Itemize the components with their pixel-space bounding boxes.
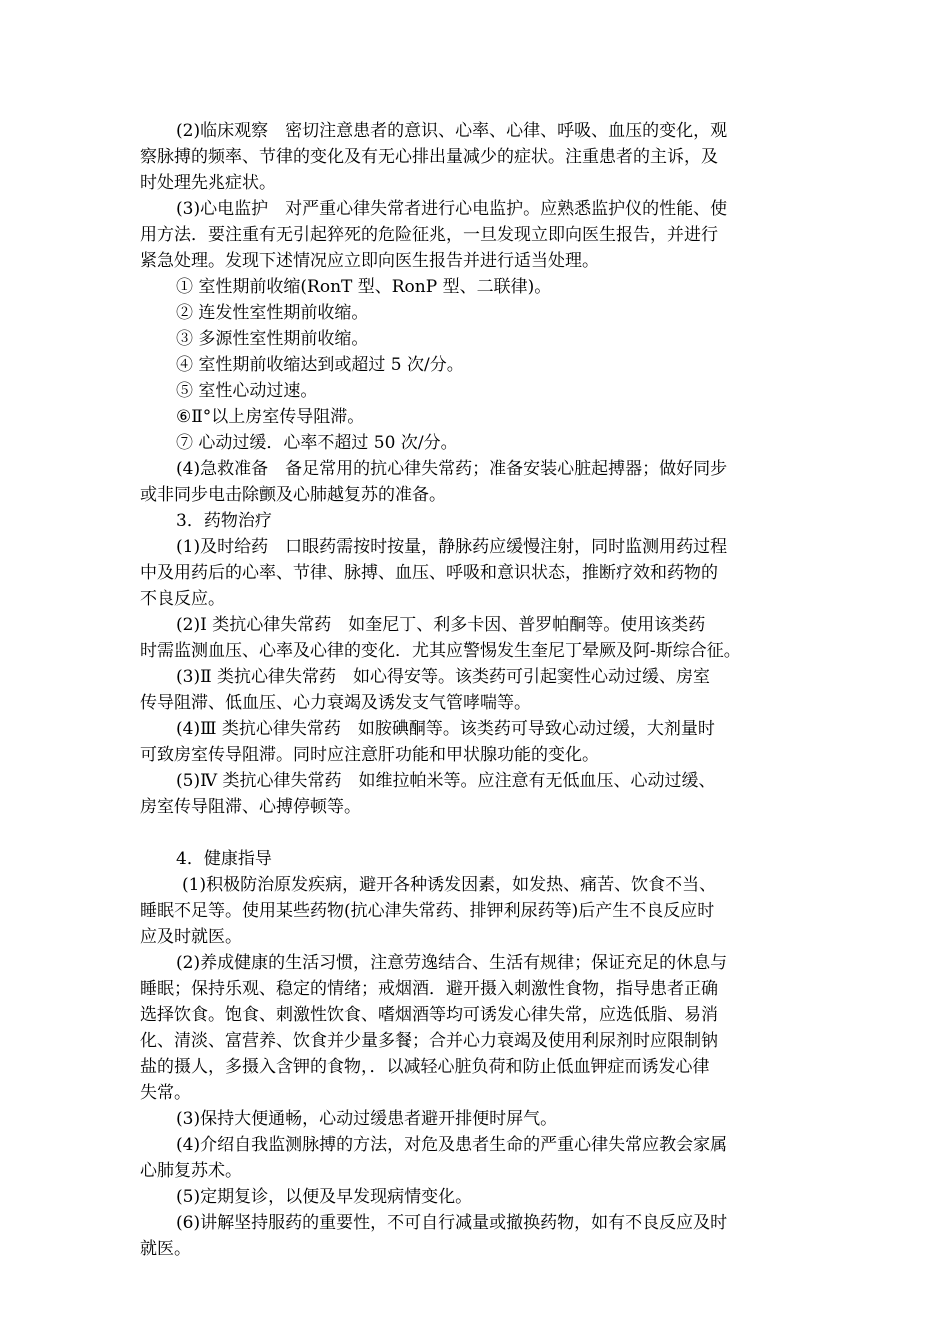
paragraph (140, 456, 812, 508)
text-line: 紧急处理。发现下述情况应立即向医生报告并进行适当处理。 (140, 251, 599, 271)
paragraph (140, 1106, 812, 1132)
paragraph (140, 378, 812, 404)
text-line: ⑦ 心动过缓．心率不超过 50 次/分。 (176, 433, 458, 453)
text-line: (3)心电监护 对严重心律失常者进行心电监护。应熟悉监护仪的性能、使 (176, 199, 728, 219)
text-line: 时处理先兆症状。 (140, 173, 276, 193)
paragraph (140, 430, 812, 456)
text-line: 或非同步电击除颤及心肺越复苏的准备。 (140, 485, 446, 505)
paragraph (140, 508, 812, 534)
text-line: 察脉搏的频率、节律的变化及有无心排出量减少的症状。注重患者的主诉，及 (140, 147, 718, 167)
text-line: 睡眠不足等。使用某些药物(抗心津失常药、排钾利尿药等)后产生不良反应时 (140, 901, 715, 921)
paragraph (140, 118, 812, 196)
paragraph (140, 1210, 812, 1262)
text-line: (5)定期复诊，以便及早发现病情变化。 (176, 1187, 473, 1207)
paragraph (140, 872, 812, 950)
paragraph (140, 274, 812, 300)
paragraph (140, 664, 812, 716)
text-line: (6)讲解坚持服药的重要性，不可自行减量或撤换药物，如有不良反应及时 (176, 1213, 728, 1233)
text-line: ② 连发性室性期前收缩。 (176, 303, 369, 323)
text-line: (4)介绍自我监测脉搏的方法，对危及患者生命的严重心律失常应教会家属 (176, 1135, 728, 1155)
section-gap (140, 820, 812, 846)
paragraph (140, 404, 812, 430)
text-line: (1)及时给药 口眼药需按时按量，静脉药应缓慢注射，同时监测用药过程 (176, 537, 728, 557)
paragraph (140, 846, 812, 872)
text-line: 不良反应。 (140, 589, 225, 609)
text-line: ① 室性期前收缩(RonT 型、RonP 型、二联律)。 (176, 277, 552, 297)
text-line: 化、清淡、富营养、饮食并少量多餐；合并心力衰竭及使用利尿剂时应限制钠 (140, 1031, 718, 1051)
paragraph (140, 768, 812, 820)
text-line: ③ 多源性室性期前收缩。 (176, 329, 369, 349)
paragraph (140, 1184, 812, 1210)
text-line: 心肺复苏术。 (140, 1161, 242, 1181)
text-line: (2)Ⅰ 类抗心律失常药 如奎尼丁、利多卡因、普罗帕酮等。使用该类药 (176, 615, 706, 635)
text-line: 时需监测血压、心率及心律的变化．尤其应警惕发生奎尼丁晕厥及阿-斯综合征。 (140, 641, 741, 661)
paragraph (140, 534, 812, 612)
text-line: 选择饮食。饱食、刺激性饮食、嗜烟酒等均可诱发心律失常，应选低脂、易消 (140, 1005, 718, 1025)
paragraph (140, 300, 812, 326)
text-line: 传导阻滞、低血压、心力衰竭及诱发支气管哮喘等。 (140, 693, 531, 713)
paragraph (140, 950, 812, 1106)
text-line: (3)保持大便通畅，心动过缓患者避开排便时屏气。 (176, 1109, 558, 1129)
paragraph (140, 352, 812, 378)
text-line: 中及用药后的心率、节律、脉搏、血压、呼吸和意识状态，推断疗效和药物的 (140, 563, 718, 583)
paragraph (140, 326, 812, 352)
text-line: (3)Ⅱ 类抗心律失常药 如心得安等。该类药可引起窦性心动过缓、房室 (176, 667, 711, 687)
paragraph (140, 612, 812, 664)
text-line: ⑥Ⅱ°以上房室传导阻滞。 (176, 407, 365, 427)
text-line: 4．健康指导 (176, 849, 272, 869)
text-line: (4)急救准备 备足常用的抗心律失常药；准备安装心脏起搏器；做好同步 (176, 459, 728, 479)
text-line: (5)Ⅳ 类抗心律失常药 如维拉帕米等。应注意有无低血压、心动过缓、 (176, 771, 716, 791)
text-line: 失常。 (140, 1083, 191, 1103)
text-line: (2)养成健康的生活习惯，注意劳逸结合、生活有规律；保证充足的休息与 (176, 953, 728, 973)
text-line: 睡眠；保持乐观、稳定的情绪；戒烟酒．避开摄入刺激性食物，指导患者正确 (140, 979, 718, 999)
text-line: (1)积极防治原发疾病，避开各种诱发因素，如发热、痛苦、饮食不当、 (182, 875, 717, 895)
paragraph (140, 196, 812, 274)
text-line: 就医。 (140, 1239, 191, 1259)
document-page (140, 118, 812, 1262)
text-line: (2)临床观察 密切注意患者的意识、心率、心律、呼吸、血压的变化，观 (176, 121, 728, 141)
text-line: 用方法．要注重有无引起猝死的危险征兆，一旦发现立即向医生报告，并进行 (140, 225, 718, 245)
text-line: 房室传导阻滞、心搏停顿等。 (140, 797, 361, 817)
text-line: 盐的摄人，多摄入含钾的食物，．以减轻心脏负荷和防止低血钾症而诱发心律 (140, 1057, 710, 1077)
text-line: ⑤ 室性心动过速。 (176, 381, 318, 401)
text-line: (4)Ⅲ 类抗心律失常药 如胺碘酮等。该类药可导致心动过缓，大剂量时 (176, 719, 715, 739)
paragraph (140, 1132, 812, 1184)
text-line: ④ 室性期前收缩达到或超过 5 次/分。 (176, 355, 464, 375)
text-line: 应及时就医。 (140, 927, 242, 947)
text-line: 可致房室传导阻滞。同时应注意肝功能和甲状腺功能的变化。 (140, 745, 599, 765)
paragraph (140, 716, 812, 768)
text-line: 3．药物治疗 (176, 511, 272, 531)
